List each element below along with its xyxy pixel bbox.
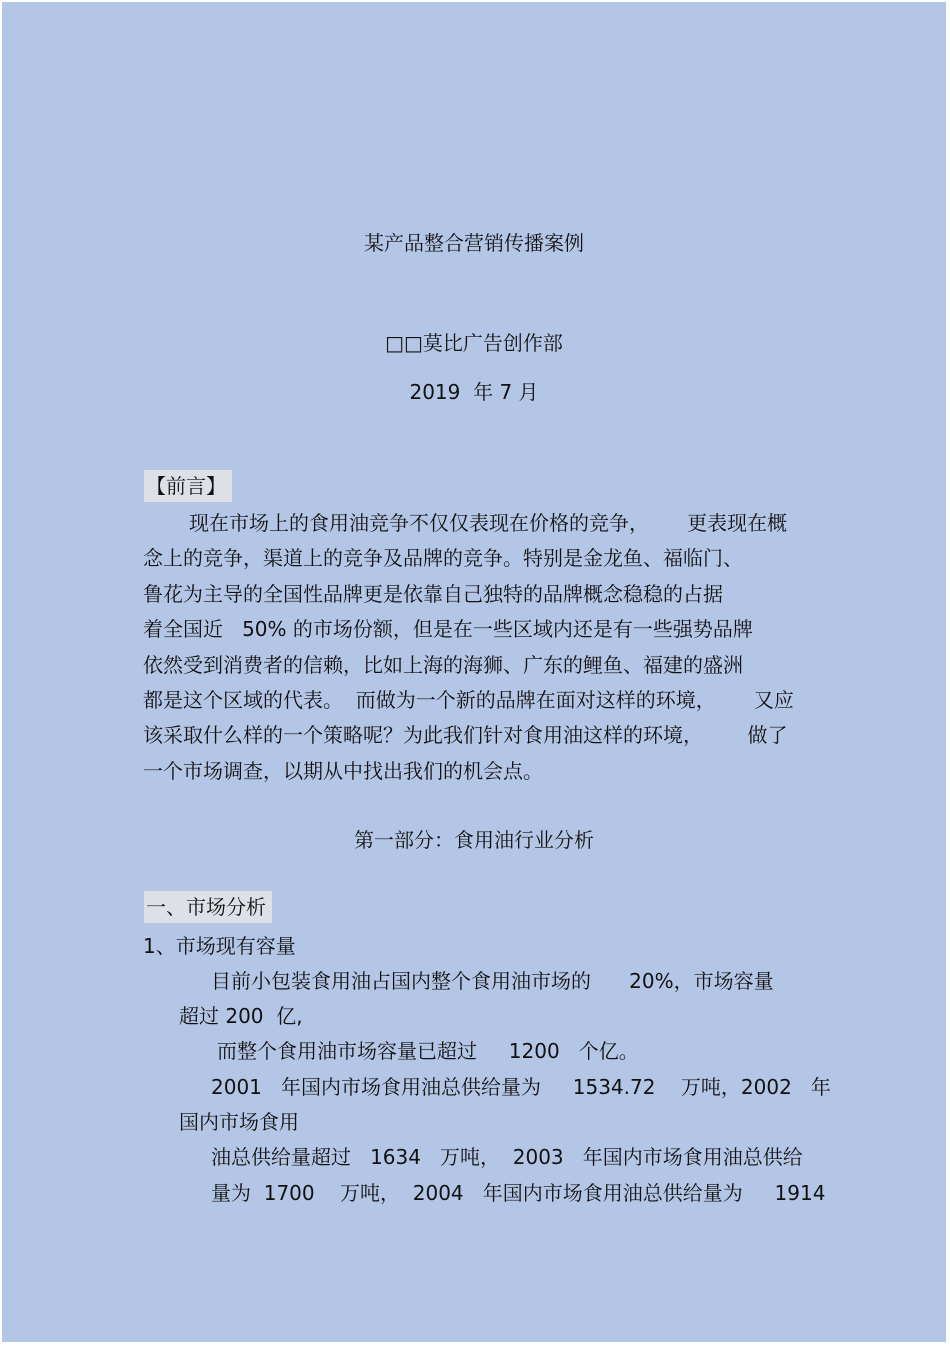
document-title: 某产品整合营销传播案例 [364,231,584,255]
preface-line: 念上的竞争，渠道上的竞争及品牌的竞争。特别是金龙鱼、福临门、 [143,546,743,570]
body-line: 油总供给量超过 1634 万吨， 2003 年国内市场食用油总供给 [211,1145,803,1169]
preface-line: 该采取什么样的一个策略呢？为此我们针对食用油这样的环境， 做了 [143,723,788,747]
document-author: □□莫比广告创作部 [385,331,563,355]
body-line: 超过 200 亿, [179,1004,303,1028]
body-line: 而整个食用油市场容量已超过 1200 个亿。 [217,1039,639,1063]
preface-heading: 【前言】 [144,470,232,502]
body-line: 国内市场食用 [179,1110,299,1134]
body-line: 目前小包装食用油占国内整个食用油市场的 20%，市场容量 [211,969,774,993]
preface-line: 依然受到消费者的信赖，比如上海的海狮、广东的鲤鱼、福建的盛洲 [143,653,743,677]
preface-line: 着全国近 50% 的市场份额，但是在一些区域内还是有一些强势品牌 [143,617,753,641]
body-line: 量为 1700 万吨， 2004 年国内市场食用油总供给量为 1914 [211,1181,826,1205]
body-line: 2001 年国内市场食用油总供给量为 1534.72 万吨，2002 年 [211,1075,831,1099]
document-date: 2019 年 7 月 [409,380,539,404]
preface-line: 都是这个区域的代表。 而做为一个新的品牌在面对这样的环境， 又应 [143,688,794,712]
preface-line: 现在市场上的食用油竞争不仅仅表现在价格的竞争， 更表现在概 [189,511,788,535]
document-page [2,2,946,1342]
preface-line: 一个市场调查，以期从中找出我们的机会点。 [143,759,543,783]
part-title: 第一部分：食用油行业分析 [354,828,594,852]
preface-line: 鲁花为主导的全国性品牌更是依靠自己独特的品牌概念稳稳的占据 [143,582,723,606]
subsection-heading: 1、市场现有容量 [143,934,296,958]
section-heading: 一、市场分析 [144,891,272,923]
